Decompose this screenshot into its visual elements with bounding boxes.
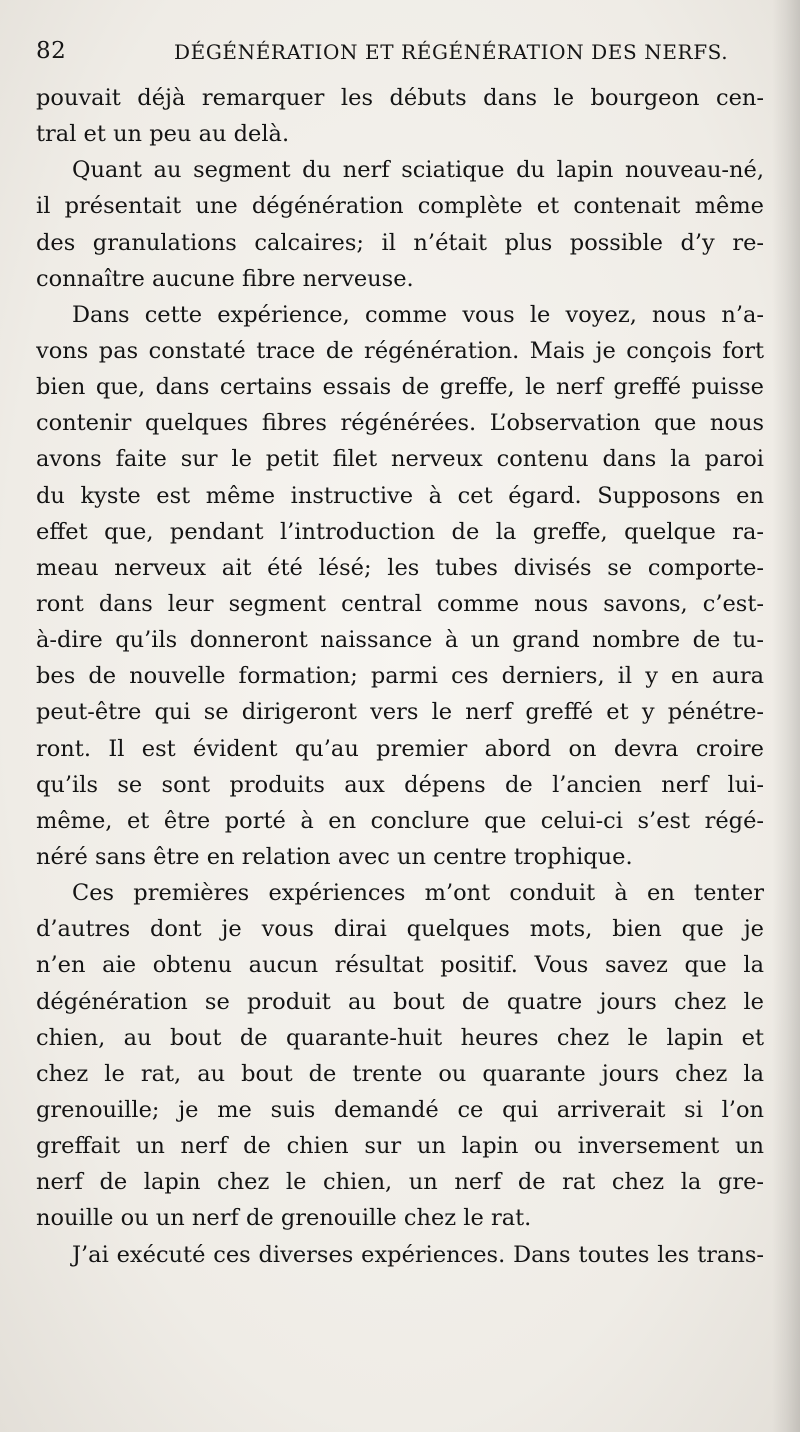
text-line: il présentait une dégénération complète et contenait même: [36, 193, 764, 220]
text-line: pouvait déjà remarquer les débuts dans le bourgeon cen-: [36, 85, 764, 111]
text-line: chien, au bout de quarante-huit heures chez le lapin et: [36, 1024, 764, 1051]
text-line: même, et être porté à en conclure que celui-ci s’est régé-: [36, 807, 764, 834]
text-line: n’en aie obtenu aucun résultat positif. Vous savez que la: [36, 952, 764, 979]
body-text: [36, 80, 764, 1273]
text-line: Ces premières expériences m’ont conduit à en tenter: [72, 880, 764, 907]
text-line: effet que, pendant l’introduction de la greffe, quelque ra-: [36, 518, 764, 545]
text-line: à-dire qu’ils donneront naissance à un grand nombre de tu-: [36, 627, 764, 654]
text-line: des granulations calcaires; il n’était plus possible d’y re-: [36, 229, 764, 256]
text-line: Dans cette expérience, comme vous le voyez, nous n’a-: [72, 301, 764, 328]
text-line: vons pas constaté trace de régénération. Mais je conçois fort: [36, 337, 764, 364]
page-number: 82: [36, 38, 67, 64]
text-line: nouille ou un nerf de grenouille chez le rat.: [36, 1205, 532, 1232]
text-line: bien que, dans certains essais de greffe, le nerf greffé puisse: [36, 374, 764, 401]
text-line: ront dans leur segment central comme nous savons, c’est-: [36, 590, 764, 617]
text-line: d’autres dont je vous dirai quelques mots, bien que je: [36, 916, 764, 943]
text-line: contenir quelques fibres régénérées. L’observation que nous: [36, 410, 764, 437]
text-line: avons faite sur le petit filet nerveux contenu dans la paroi: [36, 446, 764, 473]
text-line: qu’ils se sont produits aux dépens de l’ancien nerf lui-: [36, 771, 764, 798]
text-line: meau nerveux ait été lésé; les tubes divisés se comporte-: [36, 554, 764, 581]
text-line: bes de nouvelle formation; parmi ces derniers, il y en aura: [36, 663, 764, 690]
text-line: tral et un peu au delà.: [36, 121, 290, 148]
text-line: connaître aucune fibre nerveuse.: [36, 265, 414, 292]
text-line: nerf de lapin chez le chien, un nerf de rat chez la gre-: [36, 1169, 764, 1196]
page-gutter-shadow: [772, 0, 800, 1432]
text-line: ront. Il est évident qu’au premier abord on devra croire: [36, 735, 764, 762]
running-title: DÉGÉNÉRATION ET RÉGÉNÉRATION DES NERFS.: [174, 40, 729, 64]
text-line: Quant au segment du nerf sciatique du lapin nouveau-né,: [72, 157, 764, 184]
text-line: peut-être qui se dirigeront vers le nerf greffé et y pénétre-: [36, 699, 764, 726]
text-line: chez le rat, au bout de trente ou quarante jours chez la: [36, 1060, 764, 1087]
text-line: néré sans être en relation avec un centre trophique.: [36, 843, 633, 870]
text-line: du kyste est même instructive à cet égard. Supposons en: [36, 482, 764, 509]
text-line: grenouille; je me suis demandé ce qui arriverait si l’on: [36, 1096, 764, 1123]
text-line: greffait un nerf de chien sur un lapin ou inversement un: [36, 1133, 764, 1160]
text-line: dégénération se produit au bout de quatre jours chez le: [36, 988, 764, 1015]
page-header: [36, 38, 764, 74]
text-line: J’ai exécuté ces diverses expériences. Dans toutes les trans-: [72, 1241, 764, 1268]
